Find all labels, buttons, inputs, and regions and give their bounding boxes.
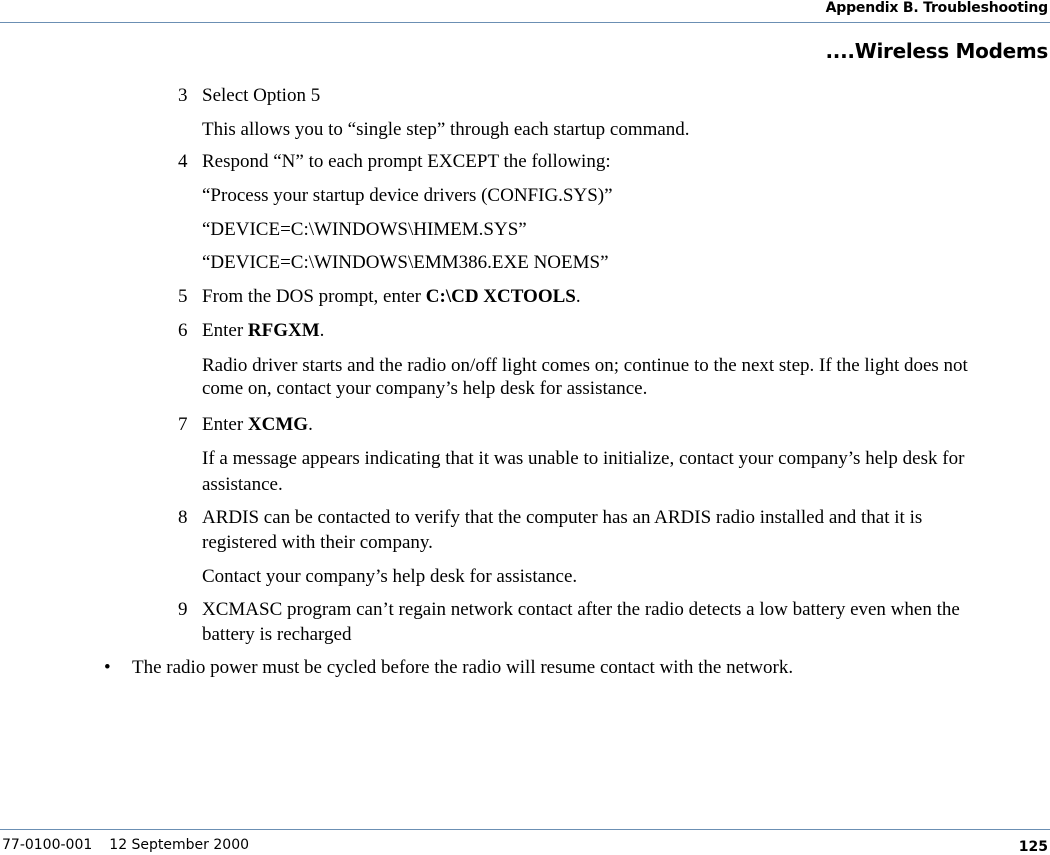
note-text: Contact your company’s help desk for assistance.: [202, 566, 578, 587]
step-number: 5: [178, 286, 188, 307]
command-text: XCMG: [247, 414, 309, 435]
step-text: Select Option 5: [202, 85, 321, 106]
bullet-icon: •: [104, 657, 111, 678]
step-text-end: .: [308, 414, 313, 435]
step-number: 4: [178, 151, 188, 172]
step-number: 8: [178, 507, 188, 528]
prompt-text: “DEVICE=C:\WINDOWS\EMM386.EXE NOEMS”: [202, 252, 609, 273]
step-text: [202, 319, 324, 342]
step-number: 7: [178, 414, 188, 435]
command-text: RFGXM: [247, 320, 320, 341]
chapter-title: Appendix B. Troubleshooting: [825, 0, 1048, 16]
step-text-end: .: [319, 320, 325, 341]
bullet-text: The radio power must be cycled before the radio will resume contact with the network.: [132, 657, 794, 678]
footer-info: [2, 837, 249, 853]
note-text: If a message appears indicating that it was unable to initialize, contact your company’s help desk for: [202, 448, 965, 469]
note-text: This allows you to “single step” through each startup command.: [202, 119, 690, 140]
document-id: 77-0100-001: [2, 837, 93, 853]
step-text-lead: From the DOS prompt, enter: [202, 286, 426, 307]
step-text: [202, 285, 581, 308]
step-number: 9: [178, 599, 188, 620]
step-text-lead: Enter: [202, 320, 248, 341]
step-text: XCMASC program can’t regain network contact after the radio detects a low battery even when the: [202, 599, 960, 620]
step-text: registered with their company.: [202, 532, 433, 553]
step-text: [202, 413, 313, 436]
step-text: battery is recharged: [202, 624, 352, 645]
step-text-end: .: [575, 286, 581, 307]
command-text: C:\CD XCTOOLS: [425, 286, 576, 307]
prompt-text: “Process your startup device drivers (CONFIG.SYS)”: [202, 185, 613, 206]
step-number: 6: [178, 320, 188, 341]
prompt-text: “DEVICE=C:\WINDOWS\HIMEM.SYS”: [202, 219, 527, 240]
document-date: 12 September 2000: [109, 837, 250, 853]
note-text: come on, contact your company’s help desk for assistance.: [202, 378, 648, 399]
step-text: Respond “N” to each prompt EXCEPT the following:: [202, 151, 611, 172]
page-number: 125: [1018, 839, 1048, 855]
step-text: ARDIS can be contacted to verify that the computer has an ARDIS radio installed and that it is: [202, 507, 923, 528]
note-text: Radio driver starts and the radio on/off light comes on; continue to the next step. If the light does not: [202, 355, 968, 376]
section-title: ....Wireless Modems: [825, 39, 1048, 63]
header-rule: [0, 22, 1050, 23]
footer-rule: [0, 829, 1050, 830]
step-text-lead: Enter: [202, 414, 248, 435]
note-text: assistance.: [202, 474, 283, 495]
step-number: 3: [178, 85, 188, 106]
